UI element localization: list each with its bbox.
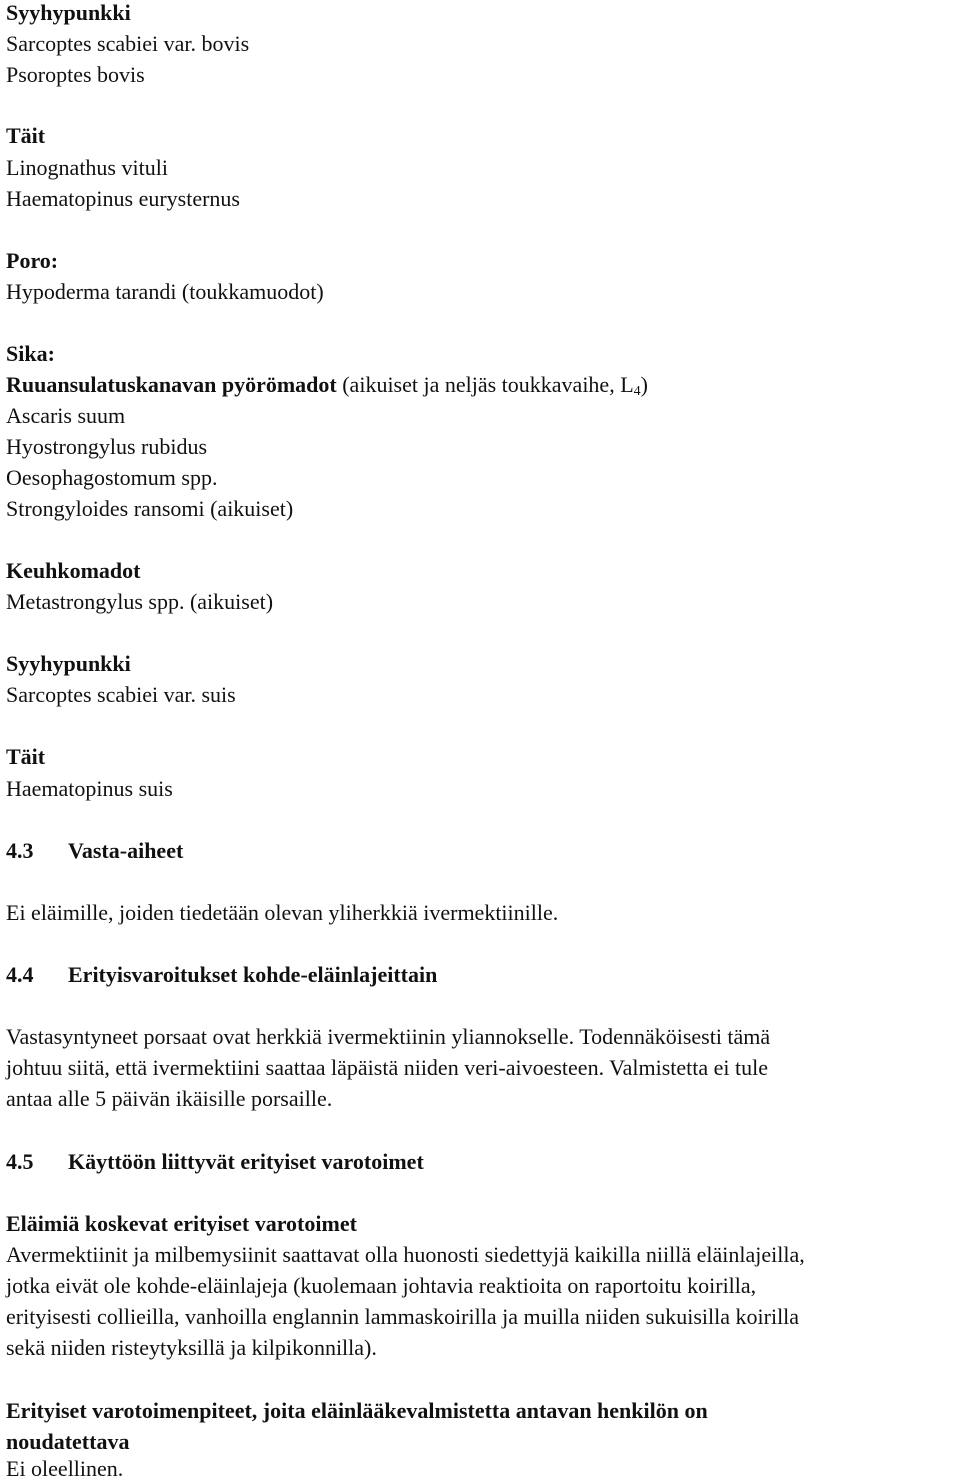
- reindeer-heading: Poro:: [6, 248, 59, 273]
- animals-precautions-line: sekä niiden risteytyksillä ja kilpikonnilla).: [6, 1335, 377, 1360]
- section-4-4-text-line: antaa alle 5 päivän ikäisille porsaille.: [6, 1086, 333, 1111]
- cattle-lice-item: Linognathus vituli: [6, 155, 168, 180]
- section-title: Vasta-aiheet: [68, 838, 184, 863]
- section-4-4-heading: [6, 962, 437, 988]
- admin-precautions-heading-line: noudatettava: [6, 1429, 130, 1454]
- cattle-lice-item: Haematopinus eurysternus: [6, 186, 240, 211]
- cattle-mite-item: Psoroptes bovis: [6, 62, 145, 87]
- pig-gi-heading: [6, 372, 648, 398]
- cattle-mite-item: Sarcoptes scabiei var. bovis: [6, 31, 250, 56]
- pig-gi-heading-subscript: 4: [633, 384, 641, 399]
- pig-gi-heading-close: ): [640, 372, 648, 397]
- animals-precautions-heading: Eläimiä koskevat erityiset varotoimet: [6, 1211, 357, 1236]
- pig-mites-heading: Syyhypunkki: [6, 651, 131, 676]
- section-number: 4.3: [6, 838, 34, 863]
- section-title: Käyttöön liittyvät erityiset varotoimet: [68, 1149, 424, 1174]
- admin-precautions-text: Ei oleellinen.: [6, 1456, 124, 1481]
- cattle-mites-heading: Syyhypunkki: [6, 0, 131, 25]
- section-number: 4.5: [6, 1149, 34, 1174]
- animals-precautions-line: erityisesti collieilla, vanhoilla englannin lammaskoirilla ja muilla niiden sukuisilla koirilla: [6, 1304, 800, 1329]
- pig-gi-item: Hyostrongylus rubidus: [6, 434, 208, 459]
- admin-precautions-heading-line: Erityiset varotoimenpiteet, joita eläinlääkevalmistetta antavan henkilön on: [6, 1398, 708, 1423]
- section-4-3-heading: [6, 838, 183, 864]
- pig-lice-item: Haematopinus suis: [6, 776, 173, 801]
- pig-lice-heading: Täit: [6, 744, 46, 769]
- section-4-3-text: Ei eläimille, joiden tiedetään olevan yliherkkiä ivermektiinille.: [6, 900, 559, 925]
- pig-mite-item: Sarcoptes scabiei var. suis: [6, 682, 236, 707]
- animals-precautions-line: Avermektiinit ja milbemysiinit saattavat olla huonosti siedettyjä kaikilla niillä eläinlajeilla,: [6, 1242, 805, 1267]
- pig-lung-item: Metastrongylus spp. (aikuiset): [6, 589, 274, 614]
- pig-gi-item: Ascaris suum: [6, 403, 126, 428]
- section-4-4-text-line: johtuu siitä, että ivermektiini saattaa läpäistä niiden veri-aivoesteen. Valmistetta ei tule: [6, 1055, 769, 1080]
- section-4-5-heading: [6, 1149, 424, 1175]
- pig-gi-heading-rest: (aikuiset ja neljäs toukkavaihe, L: [336, 372, 634, 397]
- animals-precautions-line: jotka eivät ole kohde-eläinlajeja (kuolemaan johtavia reaktioita on raportoitu koirilla,: [6, 1273, 757, 1298]
- reindeer-item: Hypoderma tarandi (toukkamuodot): [6, 279, 324, 304]
- pig-heading: Sika:: [6, 341, 55, 366]
- cattle-lice-heading: Täit: [6, 123, 46, 148]
- pig-lung-heading: Keuhkomadot: [6, 558, 141, 583]
- section-title: Erityisvaroitukset kohde-eläinlajeittain: [68, 962, 438, 987]
- pig-gi-item: Strongyloides ransomi (aikuiset): [6, 496, 294, 521]
- section-number: 4.4: [6, 962, 34, 987]
- section-4-4-text-line: Vastasyntyneet porsaat ovat herkkiä ivermektiinin yliannokselle. Todennäköisesti tämä: [6, 1024, 771, 1049]
- pig-gi-item: Oesophagostomum spp.: [6, 465, 218, 490]
- pig-gi-heading-bold: Ruuansulatuskanavan pyörömadot: [6, 372, 337, 397]
